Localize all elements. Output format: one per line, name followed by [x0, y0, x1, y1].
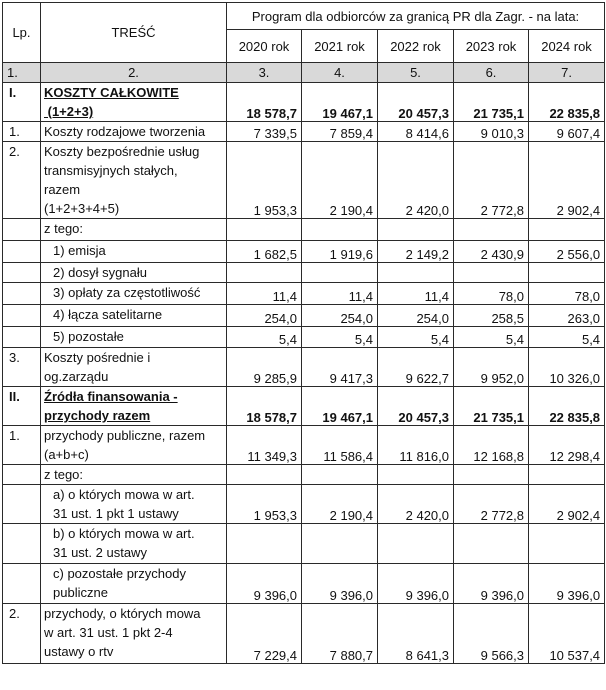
header-row-program [3, 3, 605, 30]
value-cell: 20 457,3 [378, 83, 454, 122]
value-cell: 254,0 [302, 305, 378, 327]
table-row [3, 327, 605, 348]
value-cell: 22 835,8 [529, 387, 605, 426]
row-description-line: Koszty rodzajowe tworzenia [44, 124, 206, 139]
value-cell: 7 339,5 [227, 122, 302, 142]
value-cell: 9 285,9 [227, 348, 302, 387]
table-row [3, 241, 605, 263]
row-description-line: 3) opłaty za częstotliwość [53, 285, 201, 300]
row-description-line: przychody, o których mowa [44, 606, 201, 621]
value-cell: 20 457,3 [378, 387, 454, 426]
row-description-line: Źródła finansowania - [44, 389, 178, 404]
table-row [3, 564, 605, 604]
value-cell: 5,4 [227, 327, 302, 348]
table-row [3, 426, 605, 465]
value-cell: 2 420,0 [378, 142, 454, 219]
row-description-line: w art. 31 ust. 1 pkt 2-4 [44, 625, 173, 640]
year-header: 2022 rok [378, 30, 454, 63]
value-cell: 1 682,5 [227, 241, 302, 263]
column-number: 5. [378, 63, 454, 83]
table-row [3, 524, 605, 564]
row-lp: 1. [3, 426, 41, 465]
row-description-line: (1+2+3+4+5) [44, 201, 120, 216]
row-description-line: 31 ust. 2 ustawy [53, 545, 147, 560]
row-description-line: ustawy o rtv [44, 644, 114, 659]
value-cell: 2 190,4 [302, 142, 378, 219]
column-number: 4. [302, 63, 378, 83]
table-row [3, 122, 605, 142]
value-cell: 9 417,3 [302, 348, 378, 387]
column-number: 6. [454, 63, 529, 83]
value-cell: 1 953,3 [227, 485, 302, 524]
value-cell: 2 556,0 [529, 241, 605, 263]
row-lp [3, 327, 41, 348]
value-cell [529, 465, 605, 485]
value-cell: 11 586,4 [302, 426, 378, 465]
table-row [3, 485, 605, 524]
row-description-line: c) pozostałe przychody [53, 566, 186, 581]
row-description [41, 83, 227, 122]
row-lp [3, 305, 41, 327]
row-lp: 1. [3, 122, 41, 142]
value-cell [302, 263, 378, 283]
value-cell: 9 566,3 [454, 604, 529, 664]
row-description [41, 122, 227, 142]
row-description-line: 5) pozostałe [53, 329, 124, 344]
row-description-line: 2) dosył sygnału [53, 265, 147, 280]
value-cell: 5,4 [302, 327, 378, 348]
table-row [3, 83, 605, 122]
value-cell: 9 396,0 [378, 564, 454, 604]
row-description-line: (a+b+c) [44, 447, 89, 462]
value-cell [454, 524, 529, 564]
table-row [3, 283, 605, 305]
lp-header: Lp. [3, 3, 41, 63]
value-cell: 12 168,8 [454, 426, 529, 465]
row-description [41, 485, 227, 524]
value-cell [227, 465, 302, 485]
table-row [3, 465, 605, 485]
value-cell: 2 149,2 [378, 241, 454, 263]
row-description [41, 426, 227, 465]
row-description [41, 348, 227, 387]
value-cell [529, 263, 605, 283]
year-header: 2021 rok [302, 30, 378, 63]
row-description [41, 283, 227, 305]
row-description [41, 604, 227, 664]
value-cell: 263,0 [529, 305, 605, 327]
value-cell [302, 219, 378, 241]
table-row [3, 305, 605, 327]
value-cell: 8 414,6 [378, 122, 454, 142]
row-description [41, 305, 227, 327]
value-cell [454, 263, 529, 283]
value-cell: 2 772,8 [454, 142, 529, 219]
value-cell: 21 735,1 [454, 387, 529, 426]
row-lp [3, 485, 41, 524]
value-cell: 9 010,3 [454, 122, 529, 142]
row-description-line: 4) łącza satelitarne [53, 307, 163, 322]
value-cell: 18 578,7 [227, 387, 302, 426]
value-cell: 7 859,4 [302, 122, 378, 142]
table-row [3, 142, 605, 219]
row-lp [3, 219, 41, 241]
value-cell: 9 396,0 [454, 564, 529, 604]
program-cost-table [2, 2, 605, 664]
value-cell: 2 902,4 [529, 142, 605, 219]
value-cell: 21 735,1 [454, 83, 529, 122]
row-lp [3, 283, 41, 305]
table-row [3, 263, 605, 283]
row-lp [3, 465, 41, 485]
value-cell: 7 880,7 [302, 604, 378, 664]
value-cell [378, 465, 454, 485]
value-cell: 2 430,9 [454, 241, 529, 263]
year-header: 2024 rok [529, 30, 605, 63]
value-cell [302, 524, 378, 564]
value-cell: 254,0 [378, 305, 454, 327]
row-description-line: KOSZTY CAŁKOWITE [44, 85, 179, 100]
column-number: 2. [41, 63, 227, 83]
value-cell [227, 263, 302, 283]
row-description-line: og.zarządu [44, 369, 109, 384]
table-row [3, 387, 605, 426]
table-row [3, 604, 605, 664]
row-lp [3, 263, 41, 283]
value-cell: 5,4 [378, 327, 454, 348]
value-cell [227, 219, 302, 241]
value-cell: 18 578,7 [227, 83, 302, 122]
row-description-line: 1) emisja [53, 243, 106, 258]
row-lp: 2. [3, 142, 41, 219]
value-cell: 254,0 [227, 305, 302, 327]
value-cell: 2 772,8 [454, 485, 529, 524]
value-cell [378, 524, 454, 564]
tresc-header: TREŚĆ [41, 3, 227, 63]
row-description-line: a) o których mowa w art. [53, 487, 195, 502]
value-cell: 11,4 [227, 283, 302, 305]
value-cell: 22 835,8 [529, 83, 605, 122]
row-description [41, 263, 227, 283]
value-cell: 2 420,0 [378, 485, 454, 524]
year-header: 2023 rok [454, 30, 529, 63]
financial-table-page [2, 2, 604, 664]
row-description-line: publiczne [53, 585, 108, 600]
row-lp [3, 241, 41, 263]
row-description [41, 241, 227, 263]
row-description-line: przychody razem [44, 408, 151, 423]
row-description-line: z tego: [44, 221, 84, 236]
value-cell: 9 952,0 [454, 348, 529, 387]
value-cell: 12 298,4 [529, 426, 605, 465]
value-cell: 10 537,4 [529, 604, 605, 664]
value-cell: 258,5 [454, 305, 529, 327]
row-description-line: b) o których mowa w art. [53, 526, 195, 541]
row-description [41, 524, 227, 564]
value-cell [529, 219, 605, 241]
value-cell: 1 953,3 [227, 142, 302, 219]
row-lp [3, 524, 41, 564]
value-cell [378, 263, 454, 283]
value-cell: 78,0 [529, 283, 605, 305]
value-cell: 1 919,6 [302, 241, 378, 263]
value-cell: 5,4 [454, 327, 529, 348]
value-cell: 9 607,4 [529, 122, 605, 142]
table-body [3, 83, 605, 664]
row-description-line: (1+2+3) [44, 104, 94, 119]
row-description-line: przychody publiczne, razem [44, 428, 206, 443]
row-description-line: Koszty pośrednie i [44, 350, 151, 365]
row-lp: II. [3, 387, 41, 426]
value-cell: 2 190,4 [302, 485, 378, 524]
value-cell: 10 326,0 [529, 348, 605, 387]
column-number: 7. [529, 63, 605, 83]
value-cell: 11 349,3 [227, 426, 302, 465]
value-cell: 11 816,0 [378, 426, 454, 465]
value-cell: 9 622,7 [378, 348, 454, 387]
value-cell: 5,4 [529, 327, 605, 348]
column-numbering-row [3, 63, 605, 83]
value-cell: 2 902,4 [529, 485, 605, 524]
value-cell [227, 524, 302, 564]
program-header: Program dla odbiorców za granicą PR dla Zagr. - na lata: [227, 3, 605, 30]
row-description [41, 219, 227, 241]
row-lp [3, 564, 41, 604]
row-lp: 2. [3, 604, 41, 664]
column-number: 3. [227, 63, 302, 83]
value-cell [454, 219, 529, 241]
row-lp: I. [3, 83, 41, 122]
value-cell: 19 467,1 [302, 387, 378, 426]
value-cell [302, 465, 378, 485]
row-description [41, 465, 227, 485]
row-description [41, 142, 227, 219]
row-description-line: 31 ust. 1 pkt 1 ustawy [53, 506, 179, 521]
year-header: 2020 rok [227, 30, 302, 63]
row-lp: 3. [3, 348, 41, 387]
table-row [3, 219, 605, 241]
value-cell: 8 641,3 [378, 604, 454, 664]
row-description [41, 327, 227, 348]
value-cell: 9 396,0 [302, 564, 378, 604]
value-cell [454, 465, 529, 485]
column-number: 1. [3, 63, 41, 83]
row-description-line: z tego: [44, 467, 84, 482]
row-description [41, 564, 227, 604]
value-cell: 7 229,4 [227, 604, 302, 664]
value-cell [529, 524, 605, 564]
value-cell [378, 219, 454, 241]
value-cell: 78,0 [454, 283, 529, 305]
value-cell: 11,4 [302, 283, 378, 305]
value-cell: 11,4 [378, 283, 454, 305]
value-cell: 9 396,0 [227, 564, 302, 604]
row-description-line: Koszty bezpośrednie usług [44, 144, 200, 159]
row-description [41, 387, 227, 426]
table-row [3, 348, 605, 387]
value-cell: 9 396,0 [529, 564, 605, 604]
value-cell: 19 467,1 [302, 83, 378, 122]
row-description-line: razem [44, 182, 81, 197]
row-description-line: transmisyjnych stałych, [44, 163, 178, 178]
